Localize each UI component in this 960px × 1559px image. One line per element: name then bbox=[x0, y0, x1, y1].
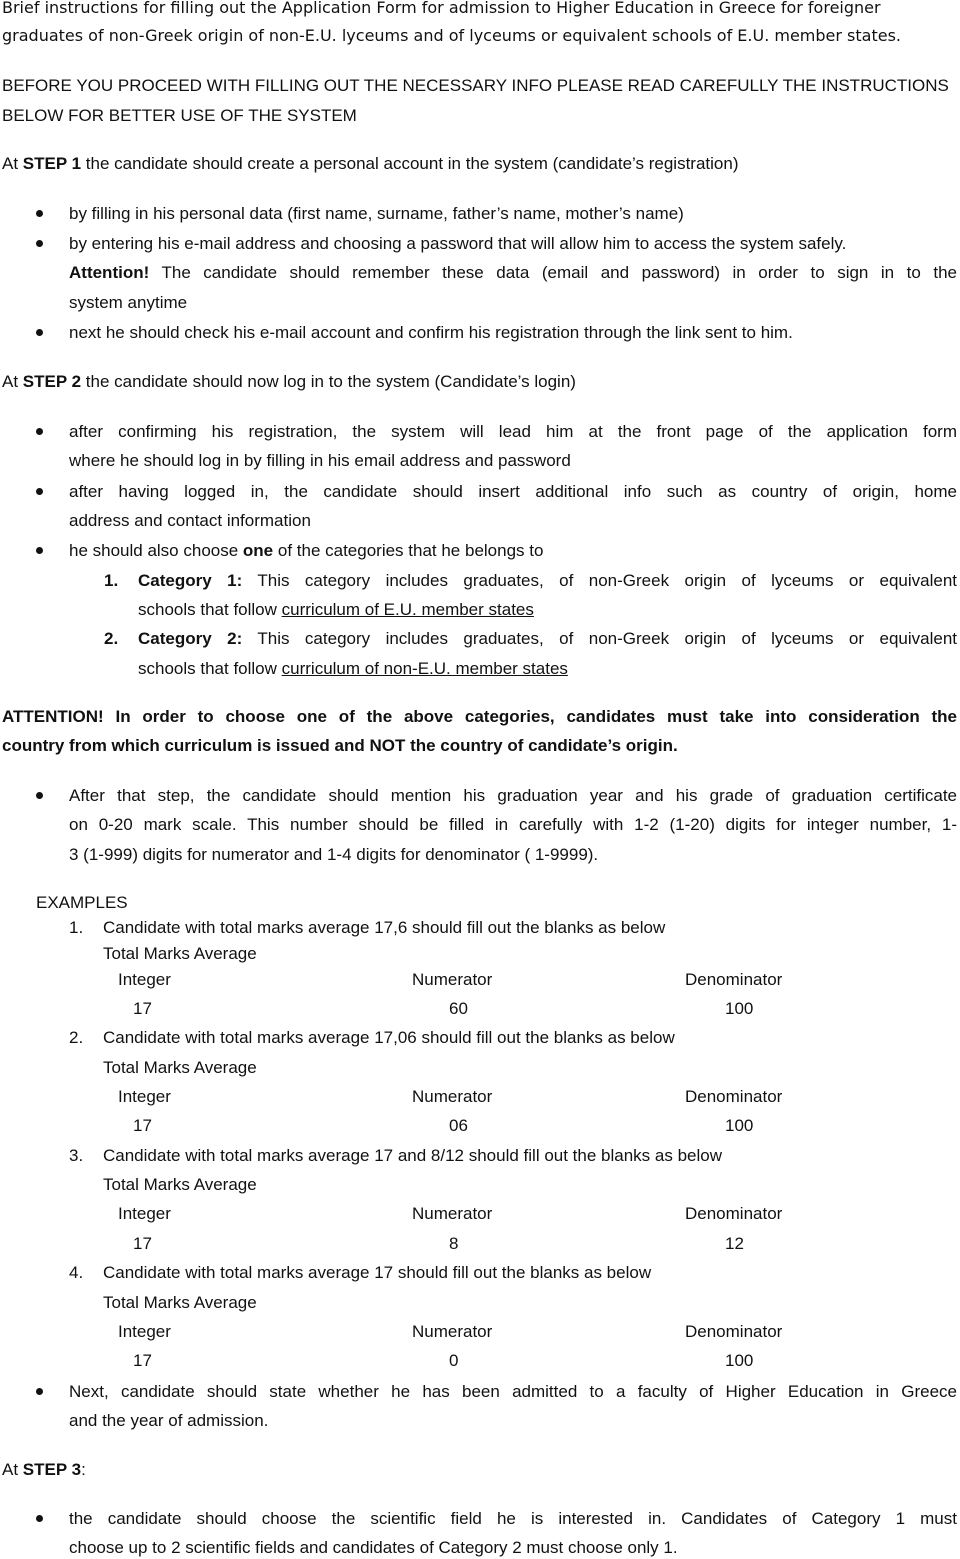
intro-line-1: Brief instructions for filling out the Application Form for admission to Higher Education in Greece for foreigner bbox=[2, 0, 881, 17]
denominator-value: 100 bbox=[725, 1116, 754, 1135]
total-marks-label: Total Marks Average bbox=[103, 1175, 257, 1194]
attention-line-1: ATTENTION! In order to choose one of the above categories, candidates must take into consideration the bbox=[2, 707, 957, 726]
bullet bbox=[36, 488, 43, 495]
bullet bbox=[36, 240, 43, 247]
numerator-header: Numerator bbox=[412, 1322, 493, 1341]
denominator-value: 12 bbox=[725, 1234, 744, 1253]
step2-label: STEP 2 bbox=[22, 372, 82, 391]
integer-value: 17 bbox=[133, 1116, 152, 1135]
denominator-value: 100 bbox=[725, 999, 754, 1018]
numerator-header: Numerator bbox=[412, 1204, 493, 1223]
integer-value: 17 bbox=[133, 1234, 152, 1253]
denominator-header: Denominator bbox=[685, 970, 783, 989]
bullet bbox=[36, 428, 43, 435]
bullet bbox=[36, 792, 43, 799]
step2-bullet-3: he should also choose one of the categories that he belongs to bbox=[69, 541, 544, 560]
example-text: Candidate with total marks average 17,6 should fill out the blanks as below bbox=[103, 918, 666, 937]
example-number: 3. bbox=[69, 1146, 84, 1165]
integer-value: 17 bbox=[133, 999, 152, 1018]
numerator-value: 0 bbox=[449, 1351, 459, 1370]
denominator-header: Denominator bbox=[685, 1322, 783, 1341]
numerator-value: 8 bbox=[449, 1234, 459, 1253]
step1-bullet-2-line-1: by entering his e-mail address and choosing a password that will allow him to access the system safely. bbox=[69, 234, 847, 253]
bullet bbox=[36, 1388, 43, 1395]
integer-header: Integer bbox=[118, 1322, 171, 1341]
bullet bbox=[36, 1515, 43, 1522]
step3-line-1: the candidate should choose the scientific field he is interested in. Candidates of Category 1 must bbox=[69, 1509, 957, 1528]
denominator-value: 100 bbox=[725, 1351, 754, 1370]
attention-label: Attention! bbox=[69, 263, 150, 282]
step1-heading: At STEP 1 the candidate should create a personal account in the system (candidate’s registration) bbox=[2, 154, 739, 173]
denominator-header: Denominator bbox=[685, 1087, 783, 1106]
category-2-number: 2. bbox=[104, 629, 119, 648]
notice-line-2: BELOW FOR BETTER USE OF THE SYSTEM bbox=[2, 106, 357, 125]
category-1-line-2: schools that follow curriculum of E.U. member states bbox=[138, 600, 534, 619]
step2-heading: At STEP 2 the candidate should now log in to the system (Candidate’s login) bbox=[2, 372, 576, 391]
total-marks-label: Total Marks Average bbox=[103, 1293, 257, 1312]
numerator-value: 06 bbox=[449, 1116, 468, 1135]
numerator-value: 60 bbox=[449, 999, 468, 1018]
step1-bullet-3: next he should check his e-mail account and confirm his registration through the link sent to him. bbox=[69, 323, 793, 342]
example-number: 1. bbox=[69, 918, 84, 937]
numerator-header: Numerator bbox=[412, 1087, 493, 1106]
denominator-header: Denominator bbox=[685, 1204, 783, 1223]
example-text: Candidate with total marks average 17 should fill out the blanks as below bbox=[103, 1263, 652, 1282]
total-marks-label: Total Marks Average bbox=[103, 1058, 257, 1077]
integer-value: 17 bbox=[133, 1351, 152, 1370]
category-1-line-1: Category 1: This category includes graduates, of non-Greek origin of lyceums or equivalent bbox=[138, 571, 957, 590]
category-1-number: 1. bbox=[104, 571, 119, 590]
bullet bbox=[36, 329, 43, 336]
curriculum-eu-text: curriculum of E.U. member states bbox=[281, 600, 534, 619]
step2-bullet-2-line-2: address and contact information bbox=[69, 511, 311, 530]
example-number: 4. bbox=[69, 1263, 84, 1282]
integer-header: Integer bbox=[118, 1204, 171, 1223]
integer-header: Integer bbox=[118, 1087, 171, 1106]
bullet bbox=[36, 210, 43, 217]
step1-bullet-2-line-3: system anytime bbox=[69, 293, 188, 312]
step3-label: STEP 3 bbox=[22, 1460, 82, 1479]
step3-line-2: choose up to 2 scientific fields and candidates of Category 2 must choose only 1. bbox=[69, 1538, 678, 1557]
step2-bullet-1-line-2: where he should log in by filling in his email address and password bbox=[69, 451, 571, 470]
attention-line-2: country from which curriculum is issued and NOT the country of candidate’s origin. bbox=[2, 736, 678, 755]
intro-line-2: graduates of non-Greek origin of non-E.U. lyceums and of lyceums or equivalent schools of E.U. member states. bbox=[2, 26, 901, 45]
grade-line-1: After that step, the candidate should mention his graduation year and his grade of graduation certificate bbox=[69, 786, 957, 805]
step1-bullet-2-line-2: Attention! The candidate should remember these data (email and password) in order to sign in to the bbox=[69, 263, 957, 282]
admission-line-2: and the year of admission. bbox=[69, 1411, 269, 1430]
step3-heading: At STEP 3: bbox=[2, 1460, 86, 1479]
numerator-header: Numerator bbox=[412, 970, 493, 989]
integer-header: Integer bbox=[118, 970, 171, 989]
notice-line-1: BEFORE YOU PROCEED WITH FILLING OUT THE NECESSARY INFO PLEASE READ CAREFULLY THE INSTRUCTIONS bbox=[2, 76, 949, 95]
step1-bullet-1: by filling in his personal data (first name, surname, father’s name, mother’s name) bbox=[69, 204, 684, 223]
grade-line-2: on 0-20 mark scale. This number should be filled in carefully with 1-2 (1-20) digits for integer number, 1- bbox=[69, 815, 957, 834]
bullet bbox=[36, 547, 43, 554]
step2-bullet-1-line-1: after confirming his registration, the system will lead him at the front page of the application form bbox=[69, 422, 957, 441]
step2-bullet-2-line-1: after having logged in, the candidate should insert additional info such as country of origin, home bbox=[69, 482, 957, 501]
step1-label: STEP 1 bbox=[22, 154, 82, 173]
example-text: Candidate with total marks average 17 and 8/12 should fill out the blanks as below bbox=[103, 1146, 722, 1165]
curriculum-non-eu-text: curriculum of non-E.U. member states bbox=[281, 659, 568, 678]
example-text: Candidate with total marks average 17,06 should fill out the blanks as below bbox=[103, 1028, 675, 1047]
example-number: 2. bbox=[69, 1028, 84, 1047]
category-2-line-1: Category 2: This category includes graduates, of non-Greek origin of lyceums or equivalent bbox=[138, 629, 957, 648]
admission-line-1: Next, candidate should state whether he has been admitted to a faculty of Higher Education in Greece bbox=[69, 1382, 957, 1401]
grade-line-3: 3 (1-999) digits for numerator and 1-4 digits for denominator ( 1-9999). bbox=[69, 845, 599, 864]
total-marks-label: Total Marks Average bbox=[103, 944, 257, 963]
examples-heading: EXAMPLES bbox=[36, 893, 128, 912]
category-2-line-2: schools that follow curriculum of non-E.U. member states bbox=[138, 659, 568, 678]
